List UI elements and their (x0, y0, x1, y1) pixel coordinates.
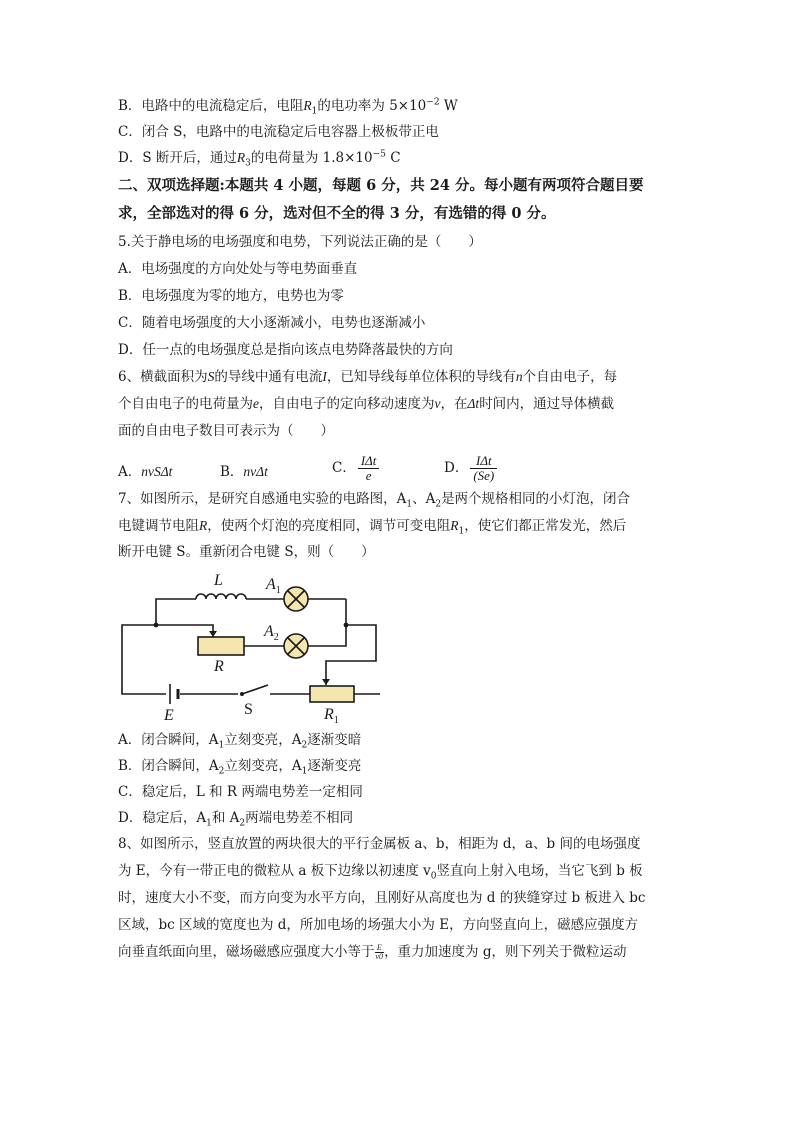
q7-stem-line2: 电键调节电阻R，使两个灯泡的亮度相同，调节可变电阻$R_1$，使它们都正常发光，然后 (118, 518, 627, 537)
label-a1: $A_1$ (266, 576, 281, 596)
fraction: $\frac{\text{IΔt}}{(Se)}$ (470, 454, 497, 483)
junction-dot (154, 623, 159, 628)
q7-stem-line3: 断开电键 S。重新闭合电键 S，则（ ） (118, 544, 375, 560)
q6-stem-line2: 个自由电子的电荷量为e，自由电子的定向移动速度为v，在Δt时间内，通过导体横截 (118, 396, 615, 412)
q6-stem-line3: 面的自由电子数目可表示为（ ） (118, 423, 334, 439)
q6-stem-line1: 6、横截面积为S的导线中通有电流I，已知导线每单位体积的导线有n个自由电子，每 (118, 369, 618, 385)
q7-option-d: D．稳定后，$A_1$和 $A_2$两端电势差不相同 (118, 810, 354, 829)
section-heading-line1: 二、双项选择题:本题共 4 小题，每题 6 分，共 24 分。每小题有两项符合题目要 (118, 177, 644, 194)
wire (308, 625, 346, 646)
label-switch: S (244, 701, 253, 718)
q8-stem-line3: 时，速度大小不变，而方向变为水平方向，且刚好从高度也为 d 的狭缝穿过 b 板进入 bc (118, 890, 646, 906)
wire (156, 625, 213, 637)
q4-option-c: C．闭合 S，电路中的电流稳定后电容器上极板带正电 (118, 124, 439, 140)
section-heading-line2: 求，全部选对的得 6 分，选对但不全的得 3 分，有选错的得 0 分。 (118, 205, 556, 222)
q5-option-d: D．任一点的电场强度总是指向该点电势降落最快的方向 (118, 342, 453, 358)
q5-option-b: B．电场强度为零的地方，电势也为零 (118, 288, 344, 304)
q7-option-b: B．闭合瞬间，$A_2$立刻变亮，$A_1$逐渐变亮 (118, 758, 362, 777)
q4-option-b: B．电路中的电流稳定后，电阻$R_1$的电功率为 $5\times 10^{-2}$ W (118, 97, 458, 117)
label-e: E (164, 707, 174, 724)
wire (122, 625, 166, 694)
fraction-e-over-v0: $\frac{E}{v0}$ (375, 943, 384, 961)
q5-option-a: A．电场强度的方向处处与等电势面垂直 (118, 261, 358, 277)
q6-option-c: C． $\frac{\text{IΔt}}{e}$ (332, 454, 381, 483)
q8-stem-line2: 为 E，今有一带正电的微粒从 a 板下边缘以初速度 $v_0$竖直向上射入电场，当它飞到 b 板 (118, 863, 643, 882)
circuit-diagram (118, 565, 388, 725)
label-r: R (214, 658, 224, 675)
q4-option-d: D．S 断开后，通过$R_3$的电荷量为 $1.8\times 10^{-5}$ C (118, 149, 401, 169)
q7-stem-line1: 7、如图所示，是研究自感通电实验的电路图，$A_1$、$A_2$是两个规格相同的小灯泡，闭合 (118, 491, 631, 510)
rheostat-r1 (310, 686, 354, 702)
q6-option-d: D． $\frac{\text{IΔt}}{(Se)}$ (444, 454, 499, 483)
q5-option-c: C．随着电场强度的大小逐渐减小，电势也逐渐减小 (118, 315, 426, 331)
q6-option-b: B．nvΔt (220, 464, 268, 480)
slider-arrow-r1 (322, 679, 330, 685)
switch-pivot (240, 692, 244, 696)
rheostat-r (198, 637, 244, 655)
q8-stem-line5: 向垂直纸面向里，磁场磁感应强度大小等于 $\frac{E}{v0}$ ，重力加速度为 g，则下列关于微粒运动 (118, 943, 627, 961)
q7-option-a: A．闭合瞬间，$A_1$立刻变亮，$A_2$逐渐变暗 (118, 732, 362, 751)
label-a2: $A_2$ (264, 623, 279, 643)
label-inductor: L (214, 572, 223, 589)
q6-option-a: A．nvSΔt (118, 464, 173, 480)
q8-stem-line4: 区域，bc 区域的宽度也为 d，所加电场的场强大小为 E，方向竖直向上，磁感应强度方 (118, 917, 639, 933)
label-r1: $R_1$ (324, 706, 339, 725)
fraction: $\frac{\text{IΔt}}{e}$ (358, 454, 380, 483)
q7-option-c: C．稳定后，L 和 R 两端电势差一定相同 (118, 784, 363, 800)
junction-dot (344, 623, 349, 628)
q6-options (118, 453, 678, 486)
wire (326, 625, 376, 685)
slider-arrow-r (209, 631, 217, 637)
q5-stem: 5.关于静电场的电场强度和电势，下列说法正确的是（ ） (118, 234, 482, 250)
inductor-coil (196, 594, 246, 599)
wire (156, 599, 196, 625)
q8-stem-line1: 8、如图所示，竖直放置的两块很大的平行金属板 a、b，相距为 d，a、b 间的电场强度 (118, 836, 641, 852)
switch-blade (242, 685, 268, 694)
